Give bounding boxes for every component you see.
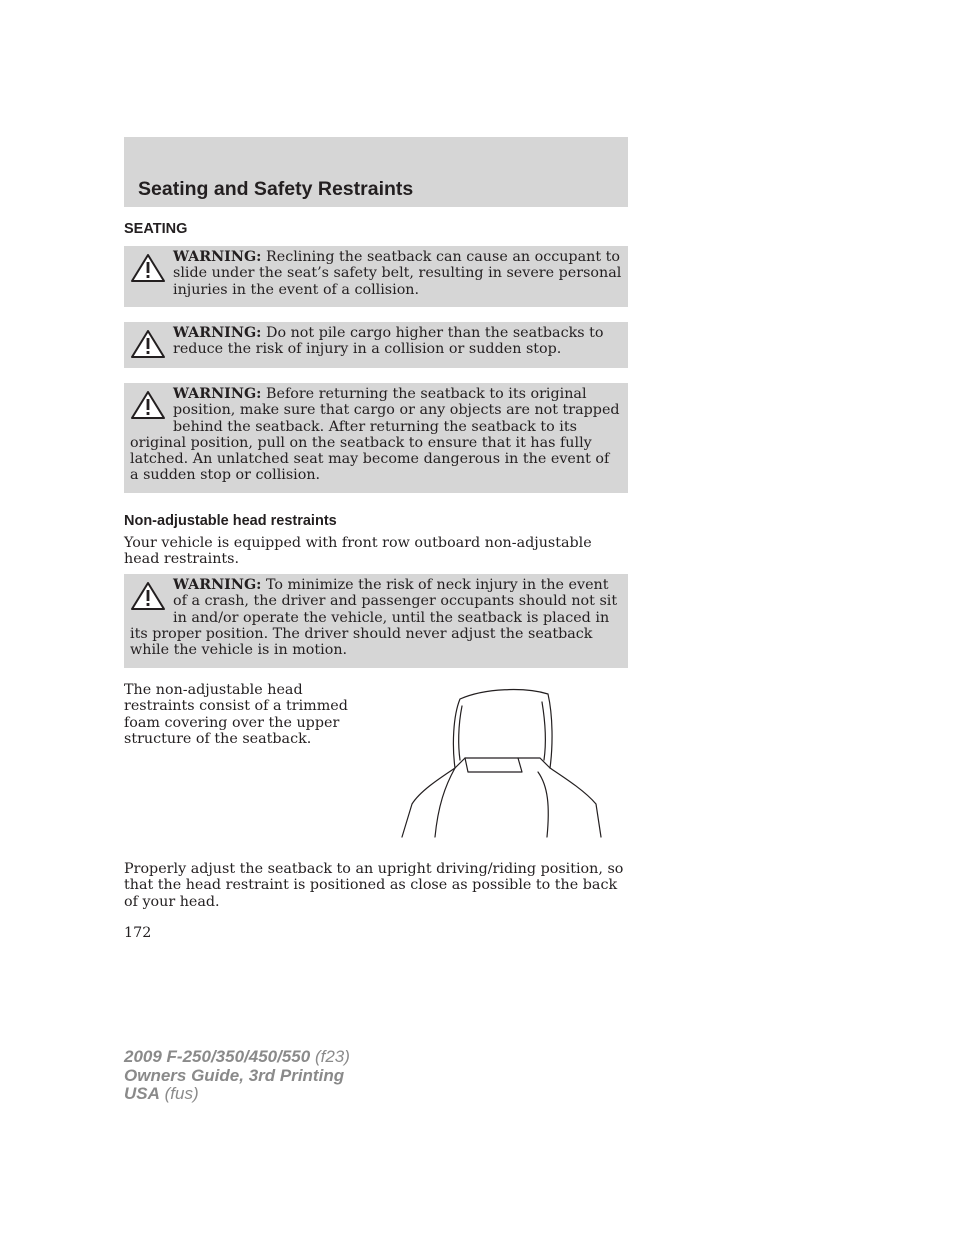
head-restraint-description: The non-adjustable head restraints consist of a trimmed foam covering over the upper structure of the seatback. xyxy=(124,682,348,747)
warning-label: WARNING: xyxy=(173,325,262,341)
warning-label: WARNING: xyxy=(173,249,262,265)
warning-text: To minimize the risk of neck injury in the event of a crash, the driver and passenger occupants should not sit in and/or operate the vehicle, until the seatback is placed in its proper position. The driver should never adjust the seatback while the vehicle is in motion. xyxy=(130,577,618,659)
subsection-title: Non-adjustable head restraints xyxy=(124,513,337,529)
warning-box-cargo xyxy=(124,322,628,368)
adjust-seatback-note: Properly adjust the seatback to an upright driving/riding position, so that the head restraint is positioned as close as possible to the back of your head. xyxy=(124,861,624,910)
warning-label: WARNING: xyxy=(173,386,262,402)
warning-text: Do not pile cargo higher than the seatbacks to reduce the risk of injury in a collision or sudden stop. xyxy=(173,325,604,358)
warning-text: Before returning the seatback to its original position, make sure that cargo or any objects are not trapped behind the seatback. After returning the seatback to its original position, pull on the seatback to ensure that it has fully latched. An unlatched seat may become dangerous in the event of a sudden stop or collision. xyxy=(130,386,620,484)
warning-triangle-icon xyxy=(130,329,166,359)
warning-triangle-icon xyxy=(130,253,166,283)
warning-triangle-icon xyxy=(130,390,166,420)
warning-box-recline xyxy=(124,246,628,307)
warning-label: WARNING: xyxy=(173,577,262,593)
page-number: 172 xyxy=(124,925,152,941)
document-footer xyxy=(124,1048,350,1104)
footer-model: 2009 F-250/350/450/550 xyxy=(124,1047,311,1066)
chapter-header-band xyxy=(124,137,628,207)
footer-edition: Owners Guide, 3rd Printing xyxy=(124,1065,345,1085)
footer-market: USA xyxy=(124,1084,160,1103)
footer-model-code: (f23) xyxy=(314,1047,350,1066)
footer-market-code: (fus) xyxy=(164,1084,199,1103)
warning-text: Reclining the seatback can cause an occupant to slide under the seat’s safety belt, resulting in severe personal injuries in the event of a collision. xyxy=(173,249,622,298)
section-title: SEATING xyxy=(124,221,188,237)
warning-box-neck-injury xyxy=(124,574,628,668)
head-restraint-intro: Your vehicle is equipped with front row outboard non-adjustable head restraints. xyxy=(124,535,592,568)
head-restraint-illustration xyxy=(400,686,605,840)
warning-box-seatback-latch xyxy=(124,383,628,493)
warning-triangle-icon xyxy=(130,581,166,611)
chapter-title: Seating and Safety Restraints xyxy=(138,178,414,200)
